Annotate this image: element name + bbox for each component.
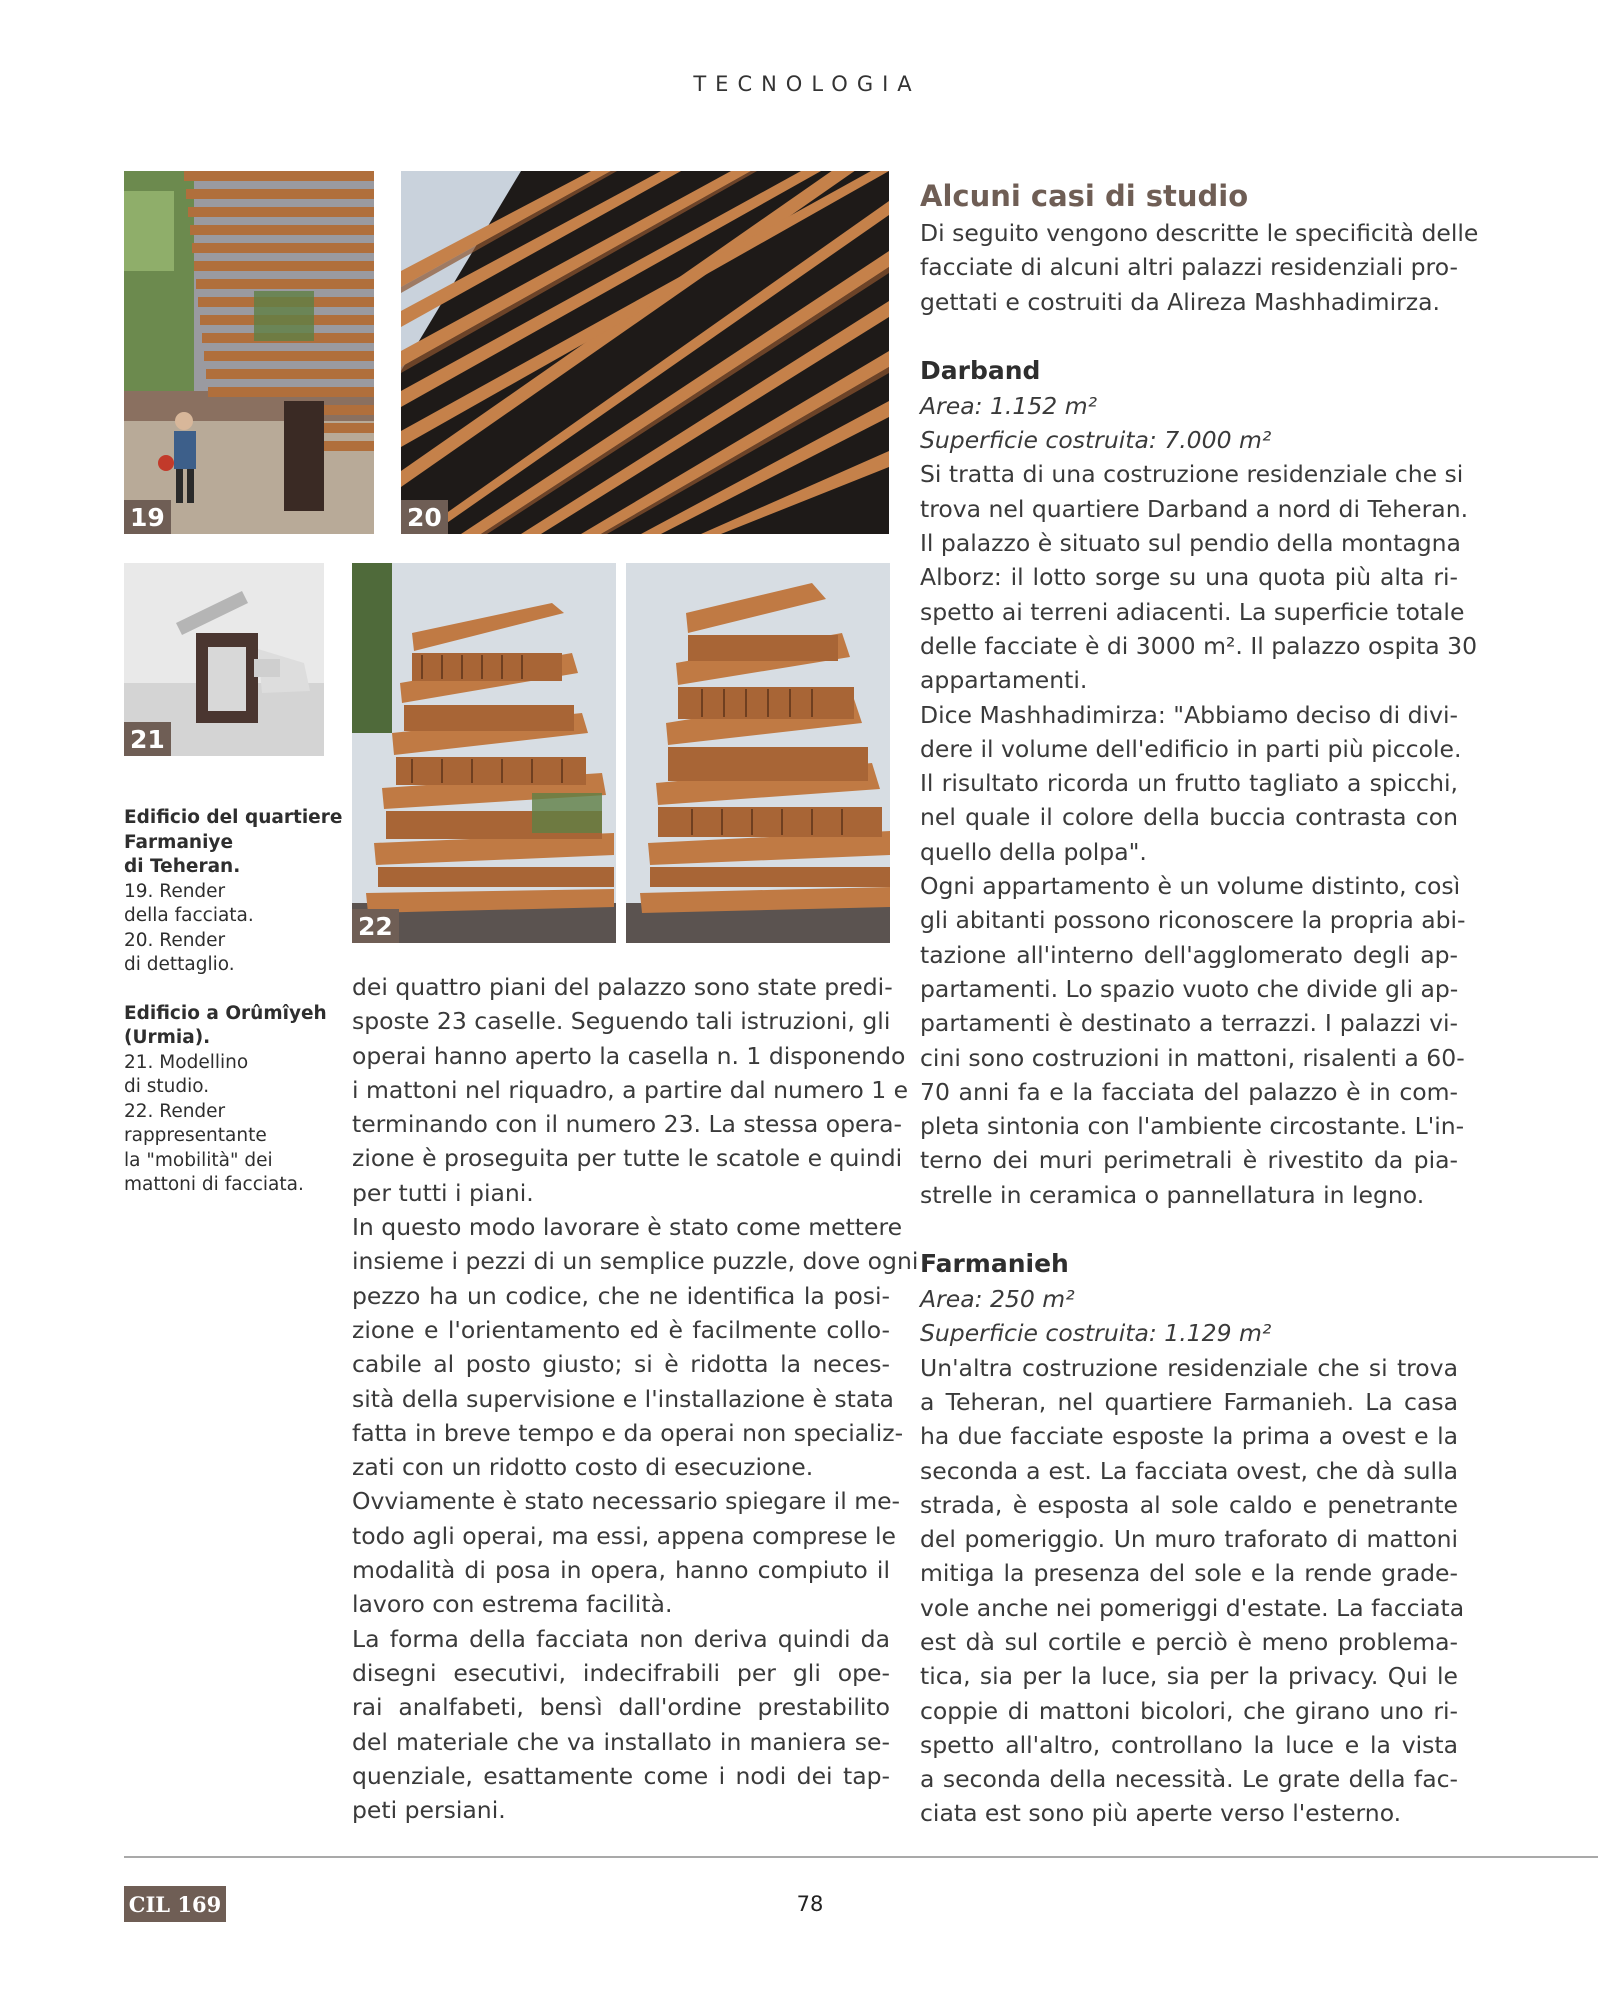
text-line: dei quattro piani del palazzo sono state predi- <box>352 973 893 1001</box>
caption-line: di studio. <box>124 1076 210 1097</box>
text-line: del materiale che va installato in maniera se- <box>352 1727 890 1756</box>
text-line: Alborz: il lotto sorge su una quota più alta ri- <box>920 563 1458 592</box>
text-line: est dà sul cortile e perciò è meno problema- <box>920 1627 1458 1656</box>
figure-20-label: 20 <box>401 500 448 534</box>
caption-farmaniye <box>124 806 344 978</box>
text-line: strelle in ceramica o pannellatura in legno. <box>920 1180 1425 1209</box>
text-line: zati con un ridotto costo di esecuzione. <box>352 1453 814 1482</box>
caption-line: 20. Render <box>124 929 226 951</box>
text-line: strada, è esposta al sole caldo e penetrante <box>920 1490 1458 1519</box>
page-number: 78 <box>796 1892 824 1916</box>
text-line: peti persiani. <box>352 1796 506 1825</box>
right-column-text <box>920 176 1479 1831</box>
text-line: fatta in breve tempo e da operai non specializ- <box>352 1418 904 1447</box>
text-line: quello della polpa". <box>920 837 1147 866</box>
text-line: a Teheran, nel quartiere Farmanieh. La casa <box>920 1387 1458 1416</box>
caption-line: la "mobilità" dei <box>124 1149 273 1171</box>
figure-21-image <box>124 563 324 756</box>
text-line: i mattoni nel riquadro, a partire dal numero 1 e <box>352 1075 909 1104</box>
text-line: Un'altra costruzione residenziale che si trova <box>920 1353 1458 1382</box>
text-line: tazione all'interno dell'agglomerato degli ap- <box>920 940 1458 969</box>
text-line: modalità di posa in opera, hanno compiuto il <box>352 1556 890 1585</box>
figure-22-label: 22 <box>352 909 399 943</box>
figure-19-label: 19 <box>124 500 171 534</box>
text-line: tica, sia per la luce, sia per la privacy. Qui le <box>920 1662 1458 1691</box>
caption-line: rappresentante <box>124 1125 267 1146</box>
darband-heading: Darband <box>920 355 1041 385</box>
text-line: per tutti i piani. <box>352 1178 534 1207</box>
text-line: seconda a est. La facciata ovest, che dà sulla <box>920 1456 1458 1485</box>
farmanieh-heading: Farmanieh <box>920 1249 1069 1279</box>
text-line: operai hanno aperto la casella n. 1 disponendo <box>352 1041 906 1070</box>
text-line: spetto all'altro, controllano la luce e la vista <box>920 1730 1458 1759</box>
figure-22-image <box>352 563 890 943</box>
text-line: ha due facciate esposte la prima a ovest e la <box>920 1422 1458 1451</box>
text-line: ciata est sono più aperte verso l'esterno. <box>920 1799 1402 1828</box>
section-header: TECNOLOGIA <box>693 72 921 96</box>
caption-line: mattoni di facciata. <box>124 1174 304 1195</box>
text-line: delle facciate è di 3000 m². Il palazzo ospita 30 <box>920 631 1478 660</box>
text-line: Ogni appartamento è un volume distinto, così <box>920 872 1461 901</box>
text-line: terminando con il numero 23. La stessa opera- <box>352 1110 902 1139</box>
text-line: trova nel quartiere Darband a nord di Teheran. <box>920 494 1469 523</box>
text-line: 70 anni fa e la facciata del palazzo è in com- <box>920 1077 1458 1106</box>
middle-column-text <box>352 970 919 1827</box>
text-line: gli abitanti possono riconoscere la propria abi- <box>920 906 1466 935</box>
farmanieh-built-area: Superficie costruita: 1.129 m² <box>920 1319 1272 1348</box>
text-line: pezzo ha un codice, che ne identifica la posi- <box>352 1281 890 1310</box>
darband-area: Area: 1.152 m² <box>920 391 1098 420</box>
farmanieh-area: Area: 250 m² <box>920 1285 1075 1314</box>
text-line: Di seguito vengono descritte le specificità delle <box>920 219 1479 247</box>
text-line: sposte 23 caselle. Seguendo tali istruzioni, gli <box>352 1007 891 1036</box>
text-line: Il palazzo è situato sul pendio della montagna <box>920 529 1461 558</box>
text-line: facciate di alcuni altri palazzi residenziali pro- <box>920 253 1458 282</box>
caption-line: di dettaglio. <box>124 954 235 975</box>
text-line: rai analfabeti, bensì dall'ordine prestabilito <box>352 1693 890 1722</box>
text-line: pleta sintonia con l'ambiente circostante. L'in- <box>920 1112 1465 1141</box>
caption-line: 22. Render <box>124 1100 226 1122</box>
magazine-badge: CIL 169 <box>124 1886 226 1922</box>
text-line: sità della supervisione e l'installazione è stata <box>352 1384 894 1413</box>
text-line: nel quale il colore della buccia contrasta con <box>920 803 1458 832</box>
caption-title-line: Edificio del quartiere <box>124 807 343 828</box>
figure-caption <box>124 806 344 1222</box>
text-line: quenziale, esattamente come i nodi dei tap- <box>352 1761 890 1790</box>
text-line: Il risultato ricorda un frutto tagliato a spicchi, <box>920 769 1458 798</box>
darband-built-area: Superficie costruita: 7.000 m² <box>920 426 1272 455</box>
footer-divider <box>124 1856 1598 1858</box>
text-line: gettati e costruiti da Alireza Mashhadimirza. <box>920 287 1440 316</box>
text-line: Dice Mashhadimirza: "Abbiamo deciso di divi- <box>920 700 1458 729</box>
text-line: In questo modo lavorare è stato come mettere <box>352 1213 903 1242</box>
text-line: La forma della facciata non deriva quindi da <box>352 1624 890 1653</box>
text-line: appartamenti. <box>920 666 1088 695</box>
text-line: todo agli operai, ma essi, appena comprese le <box>352 1521 896 1550</box>
text-line: partamenti è destinato a terrazzi. I palazzi vi- <box>920 1009 1458 1038</box>
caption-title-line: di Teheran. <box>124 856 241 877</box>
text-line: spetto ai terreni adiacenti. La superficie totale <box>920 597 1465 626</box>
text-line: vole anche nei pomeriggi d'estate. La facciata <box>920 1593 1465 1622</box>
caption-title-line: Farmaniye <box>124 831 234 853</box>
text-line: mitiga la presenza del sole e la rende grade- <box>920 1559 1458 1588</box>
text-line: lavoro con estrema facilità. <box>352 1590 673 1619</box>
caption-line: della facciata. <box>124 905 254 926</box>
text-line: terno dei muri perimetrali è rivestito da pia- <box>920 1146 1458 1175</box>
text-line: del pomeriggio. Un muro traforato di mattoni <box>920 1525 1458 1554</box>
text-line: partamenti. Lo spazio vuoto che divide gli ap- <box>920 974 1459 1003</box>
text-line: coppie di mattoni bicolori, che girano uno ri- <box>920 1696 1458 1725</box>
text-line: cini sono costruzioni in mattoni, risalenti a 60- <box>920 1043 1465 1072</box>
figure-19-image <box>124 171 374 534</box>
caption-title-line: Edificio a Orûmîyeh <box>124 1002 327 1024</box>
text-line: dere il volume dell'edificio in parti più piccole. <box>920 734 1462 763</box>
text-line: disegni esecutivi, indecifrabili per gli ope- <box>352 1658 890 1687</box>
text-line: a seconda della necessità. Le grate della fac- <box>920 1765 1458 1794</box>
text-line: zione e l'orientamento ed è facilmente collo- <box>352 1315 890 1344</box>
figure-21-label: 21 <box>124 722 171 756</box>
caption-line: 21. Modellino <box>124 1051 249 1073</box>
text-line: insieme i pezzi di un semplice puzzle, dove ogni <box>352 1247 919 1276</box>
caption-line: 19. Render <box>124 880 226 902</box>
caption-title-line: (Urmia). <box>124 1027 211 1048</box>
section-title: Alcuni casi di studio <box>920 179 1249 213</box>
text-line: zione è proseguita per tutte le scatole e quindi <box>352 1144 903 1173</box>
text-line: Ovviamente è stato necessario spiegare il me- <box>352 1487 901 1516</box>
figure-20-image <box>401 171 889 534</box>
text-line: cabile al posto giusto; si è ridotta la neces- <box>352 1350 890 1379</box>
text-line: Si tratta di una costruzione residenziale che si <box>920 460 1464 489</box>
caption-urmia <box>124 1002 344 1198</box>
